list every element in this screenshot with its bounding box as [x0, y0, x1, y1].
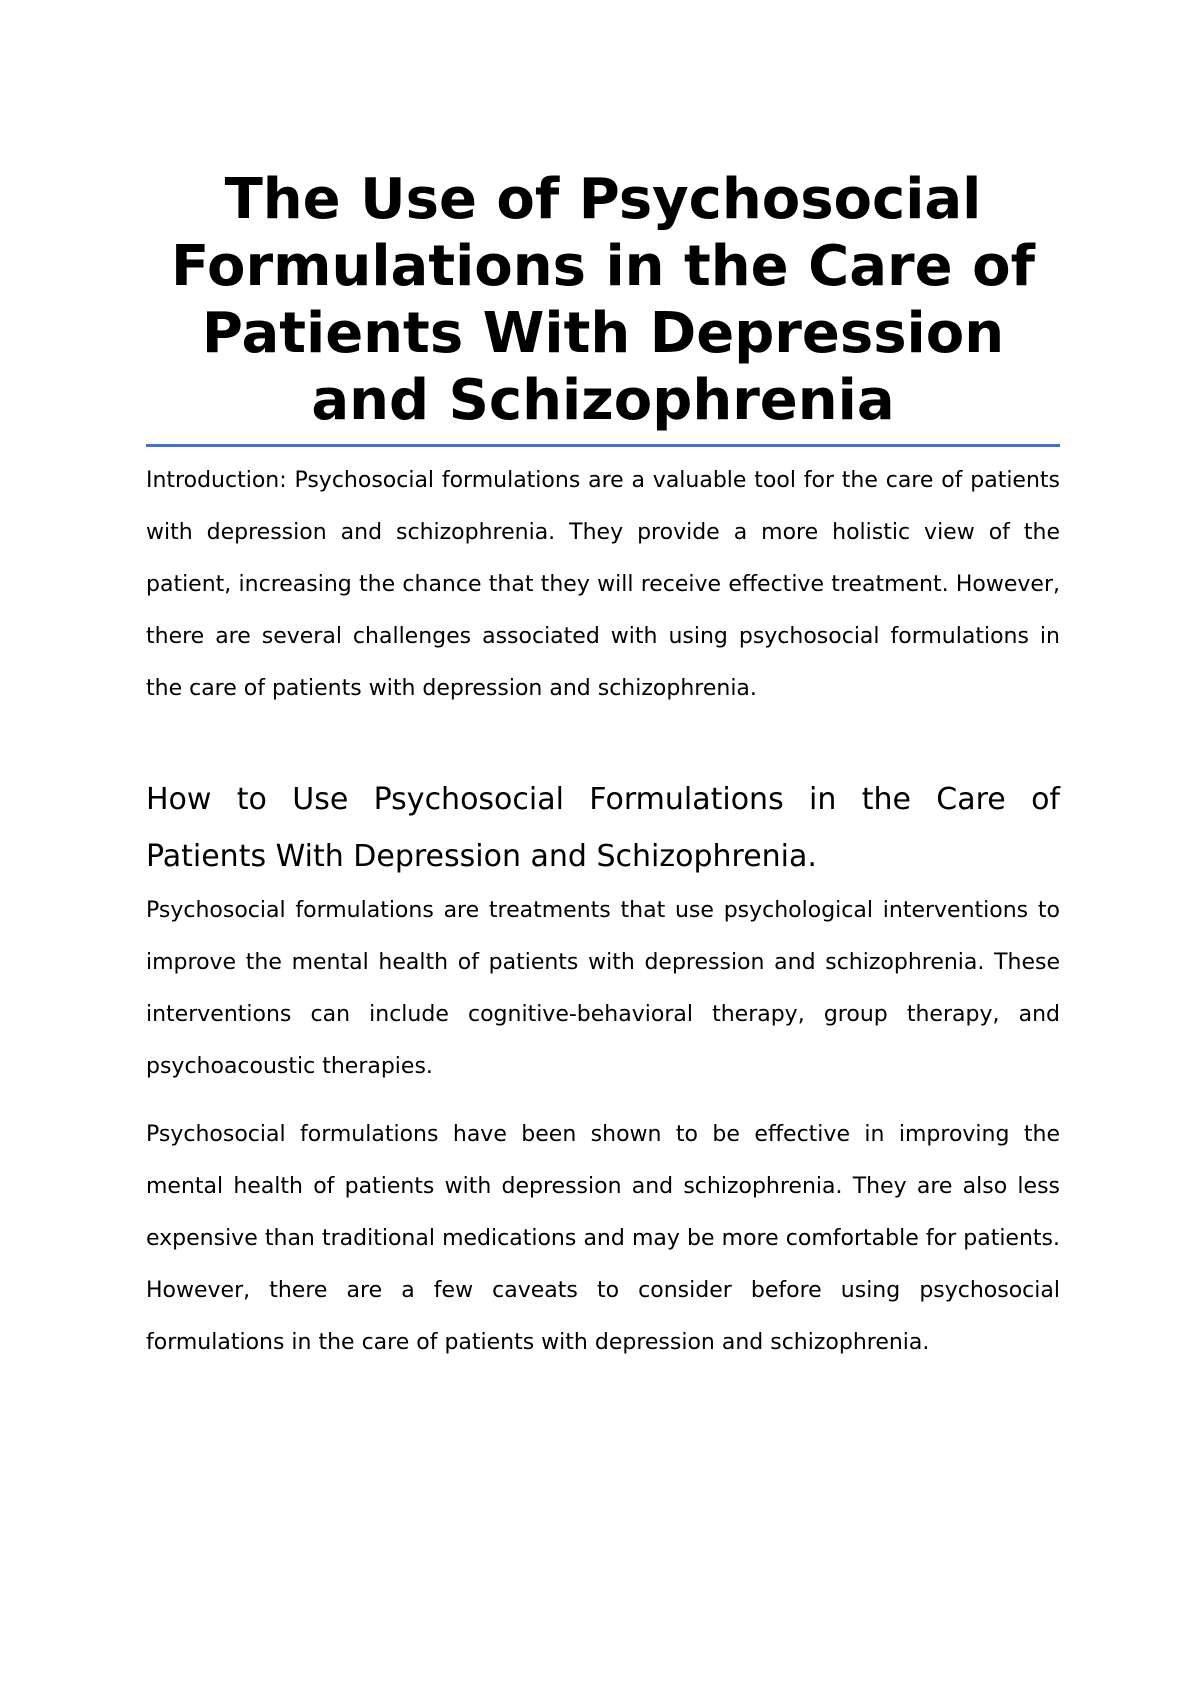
intro-paragraph: Introduction: Psychosocial formulations are a valuable tool for the care of patients with depression and schizophrenia. They provide a more holistic view of the patient, increasing the chance that they will receive effective treatment. However, there are several challenges associated with using psychosocial formulations in the care of patients with depression and schizophrenia.: [146, 468, 1060, 701]
section-heading: How to Use Psychosocial Formulations in the Care of Patients With Depression and Schizophrenia.: [146, 782, 1060, 874]
document-title: The Use of Psychosocial Formulations in the Care of Patients With Depression and Schizophrenia: [171, 167, 1035, 433]
title-underline-rule: [146, 444, 1060, 447]
document-content: [146, 166, 1060, 1369]
body-paragraph-1: Psychosocial formulations are treatments that use psychological interventions to improve the mental health of patients with depression and schizophrenia. These interventions can include cognitive-behavioral therapy, group therapy, and psychoacoustic therapies.: [146, 898, 1060, 1079]
body-paragraph-2: Psychosocial formulations have been shown to be effective in improving the mental health of patients with depression and schizophrenia. They are also less expensive than traditional medications and may be more comfortable for patients. However, there are a few caveats to consider before using psychosocial formulations in the care of patients with depression and schizophrenia.: [146, 1122, 1060, 1355]
